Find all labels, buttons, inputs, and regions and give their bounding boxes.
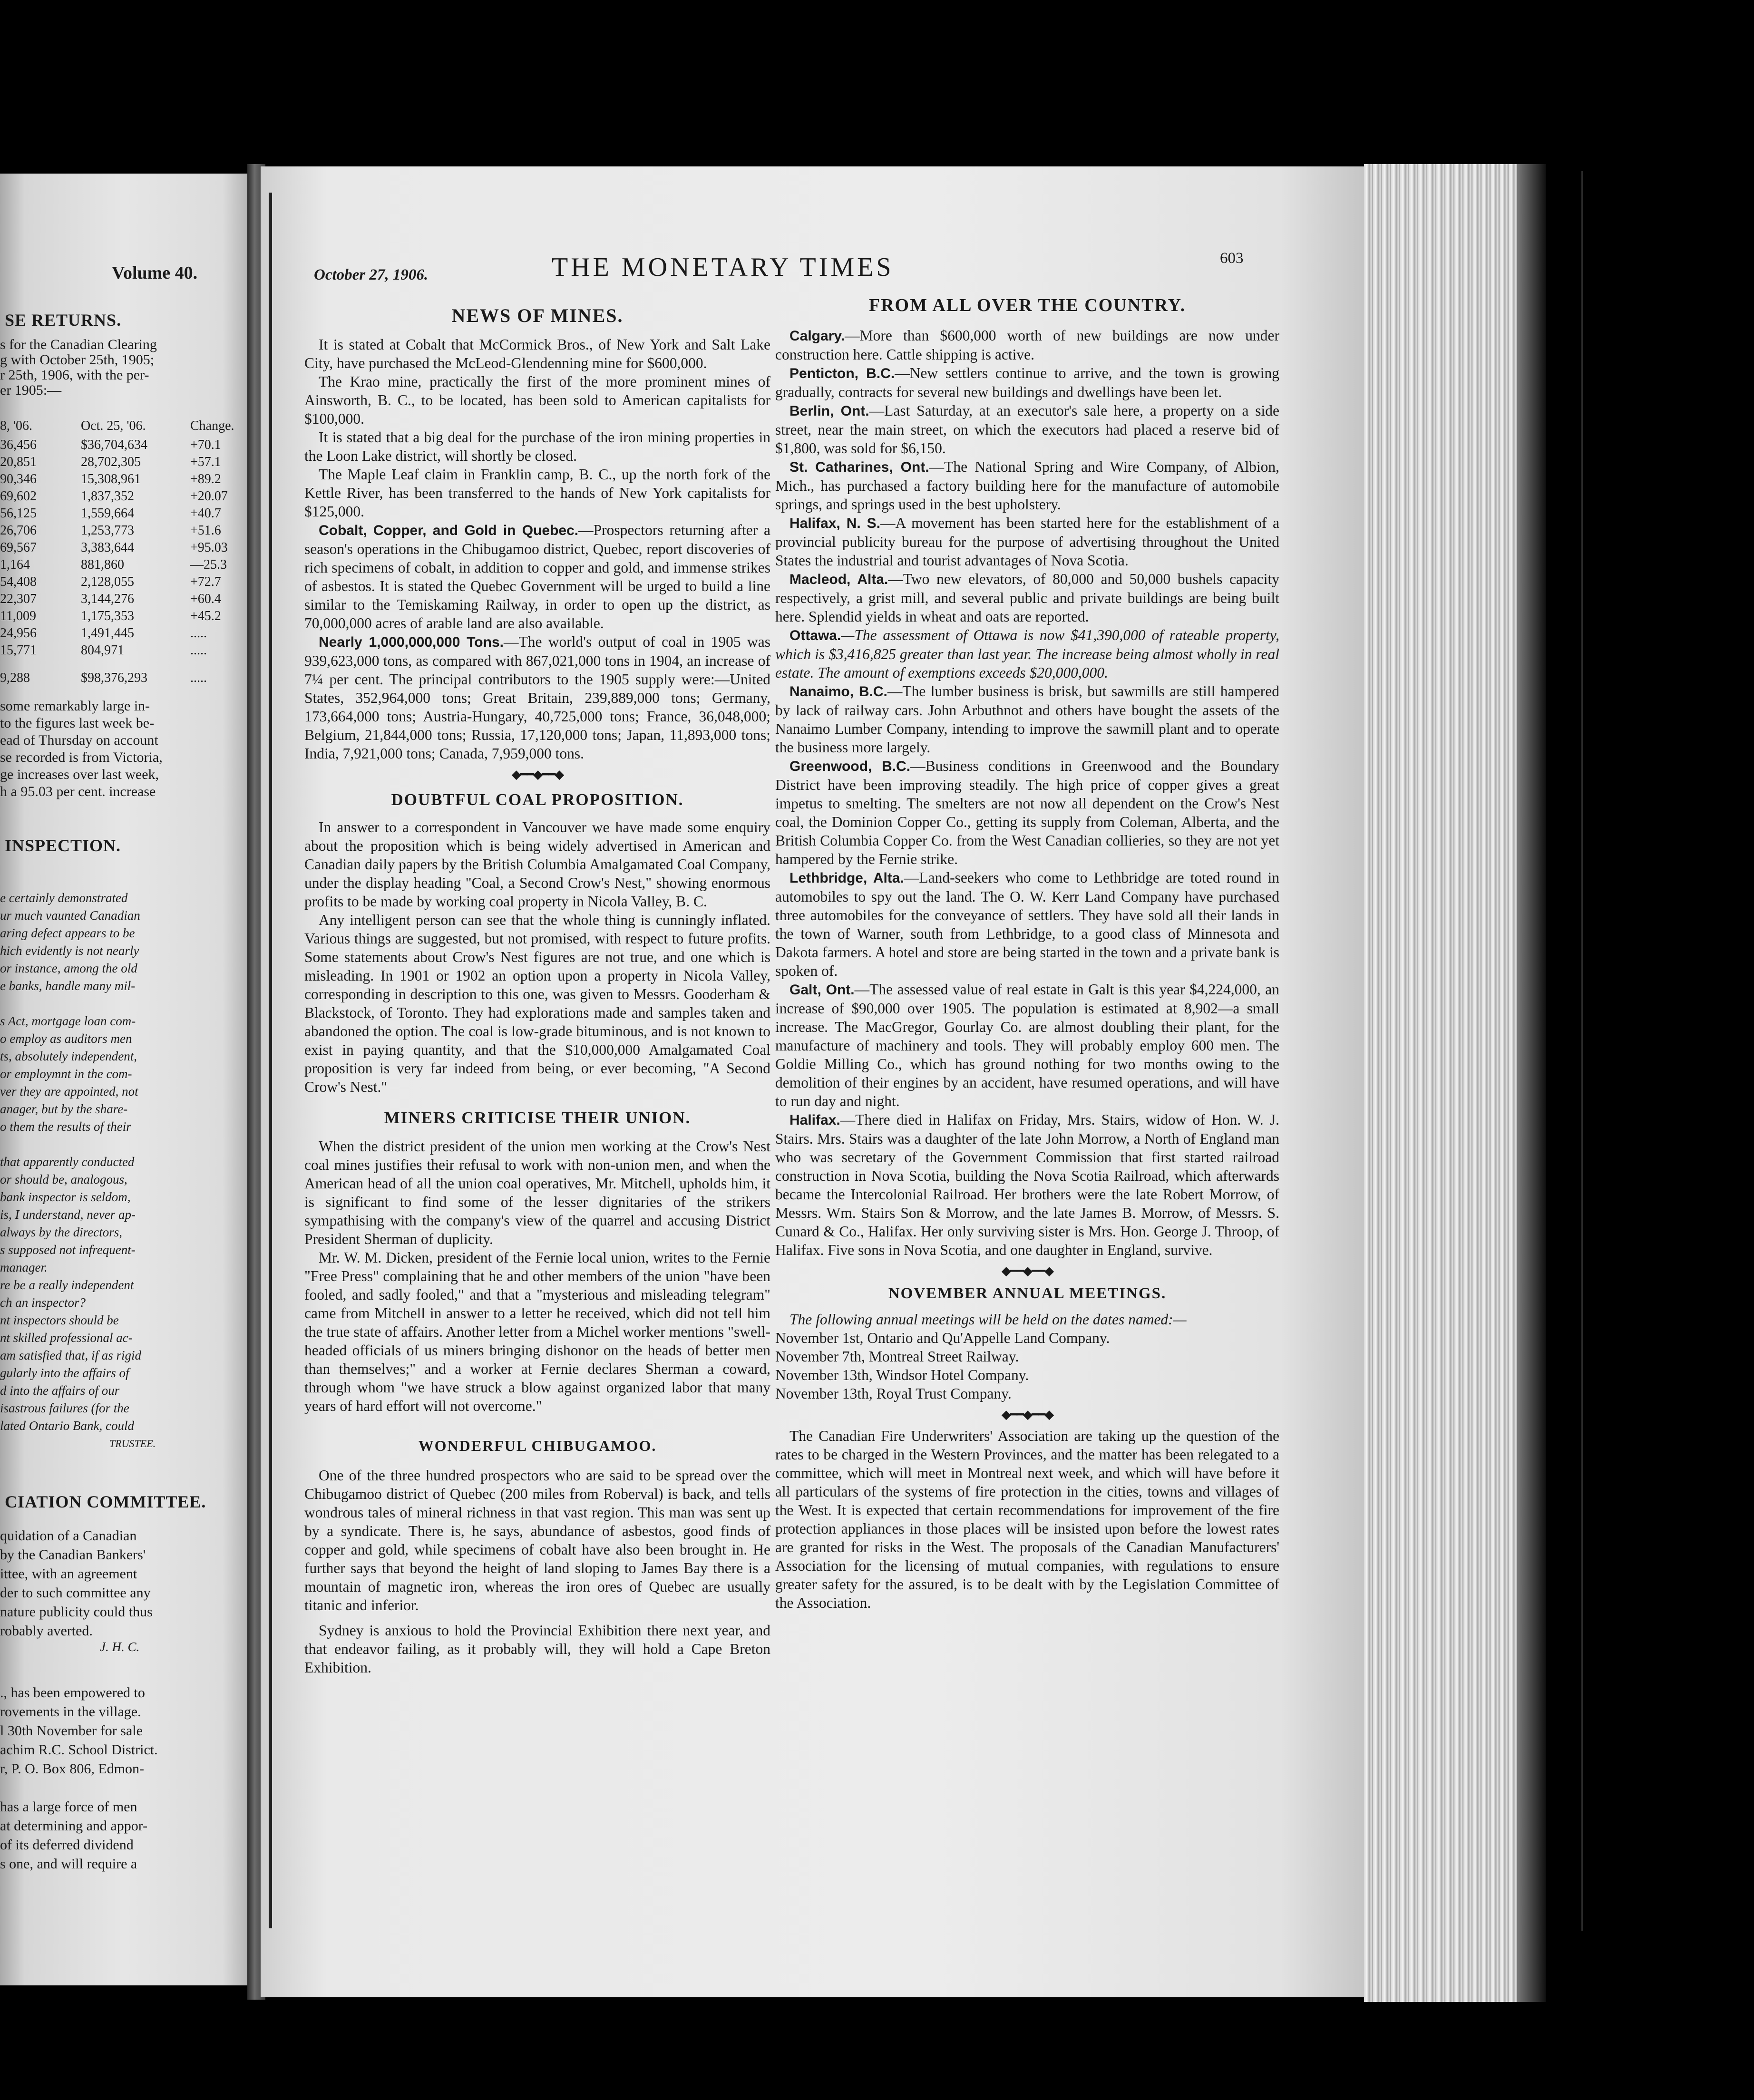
text-line: at determining and appor- [0, 1818, 148, 1834]
table-cell-change: +45.2 [190, 609, 221, 623]
heading-miners-union: MINERS CRITICISE THEIR UNION. [384, 1108, 691, 1127]
table-cell: 1,175,353 [81, 609, 134, 623]
text-line: that apparently conducted [0, 1155, 135, 1169]
news-paragraph: The Maple Leaf claim in Franklin camp, B. C., up the north fork of the Kettle River, has been transferred to the hands of New York capitalists for $125,000. [304, 466, 770, 520]
text-line: nature publicity could thus [0, 1604, 153, 1620]
news-item: Penticton, B.C.—New settlers continue to arrive, and the town is growing gradually, contracts for several new buildings and dwellings have been let. [775, 365, 1280, 400]
text-line: isastrous failures (for the [0, 1401, 129, 1415]
news-paragraph: Nearly 1,000,000,000 Tons.—The world's output of coal in 1905 was 939,623,000 tons, as compared with 867,021,000 tons in 1904, an increase of 7¼ per cent. The principal contributors to the 1905 supply were:—United States, 352,964,000 tons; Great Britain, 239,889,000 tons; Germany, 173,664,000 tons; Austria-Hungary, 40,725,000 tons; France, 36,048,000; Belgium, 21,844,000 tons; Russia, 17,120,000 tons; Japan, 11,893,000 tons; India, 7,921,000 tons; Canada, 7,959,000 tons. [304, 633, 770, 762]
meeting-item: November 13th, Windsor Hotel Company. [775, 1367, 1029, 1383]
text-line: s Act, mortgage loan com- [0, 1014, 136, 1028]
table-cell-change: +20.07 [190, 489, 228, 504]
meeting-item: November 13th, Royal Trust Company. [775, 1385, 1012, 1402]
subhead-tons: Nearly 1,000,000,000 Tons. [319, 634, 504, 650]
text-line: bank inspector is seldom, [0, 1190, 131, 1204]
news-paragraph: It is stated at Cobalt that McCormick Bros., of New York and Salt Lake City, have purchased the McLeod-Glendenning mine for $600,000. [304, 336, 770, 371]
table-cell-change: +40.7 [190, 506, 221, 521]
table-cell-change: +51.6 [190, 523, 221, 538]
table-cell-change: +95.03 [190, 540, 228, 555]
text-line: robably averted. [0, 1623, 93, 1639]
table-cell: 69,567 [0, 540, 37, 555]
table-cell-change: +70.1 [190, 438, 221, 452]
table-cell: 20,851 [0, 455, 37, 469]
text-line: g with October 25th, 1905; [0, 352, 155, 368]
text-line: e banks, handle many mil- [0, 979, 136, 993]
text-line: der to such committee any [0, 1585, 151, 1601]
article-paragraph: Any intelligent person can see that the whole thing is cunningly inflated. Various things are suggested, but not promised, with respect to future profits. Some statements about Crow's Nest figures are not true, and one which is misleading. In 1901 or 1902 an option upon a property in Nicola Valley, corresponding in description to this one, was given to Messrs. Gooderham & Blackstock, of Toronto. They had explorations made and samples taken and abandoned the option. The coal is low-grade bituminous, and is not known to exist in paying quantity, and that the $10,000,000 Amalgamated Coal proposition is very far indeed from being, or ever becoming, "A Second Crow's Nest." [304, 912, 770, 1095]
section-ornament: ◆━━◆━━◆ [1001, 1264, 1053, 1278]
table-cell: 28,702,305 [81, 455, 141, 469]
text-line: ittee, with an agreement [0, 1566, 137, 1582]
table-cell: 56,125 [0, 506, 37, 521]
news-item: Halifax.—There died in Halifax on Friday, Mrs. Stairs, widow of Hon. W. J. Stairs. Mrs. Stairs was a daughter of the late John Morrow, a North of England man who was secretary of the Government Commission that first started railroad construction in Nova Scotia, building the Nova Scotia Railroad, which afterwards became the Intercolonial Railroad. Her brothers were the late Robert Morrow, of Messrs. Wm. Stairs Son & Morrow, and the late James B. Morrow, of Messrs. S. Cunard & Co., Halifax. Her only surviving sister is Mrs. Hon. George J. Throop, of Halifax. Five sons in Nova Scotia, and one daughter in England, survive. [775, 1111, 1279, 1258]
page-border-line [269, 193, 272, 1928]
article-paragraph: When the district president of the union men working at the Crow's Nest coal mines justifies their refusal to work with non-union men, and when the American head of all the union coal operatives, Mr. Mitchell, upholds him, it is significant to find some of the lesser dignitaries of the strikers sympathising with the company's view of the quarrel and accusing District President Sherman of duplicity. [304, 1138, 770, 1247]
table-cell-change: ..... [190, 643, 207, 658]
table-cell-change: ..... [190, 671, 207, 685]
right-column [775, 295, 1279, 1612]
table-cell-change: Change. [190, 418, 234, 433]
text-line: s one, and will require a [0, 1856, 137, 1872]
text-line: nt skilled professional ac- [0, 1331, 133, 1345]
text-line: r 25th, 1906, with the per- [0, 367, 149, 383]
text-line: er 1905:— [0, 382, 62, 398]
table-cell: 9,288 [0, 671, 30, 685]
text-line: ., has been empowered to [0, 1685, 145, 1701]
news-item: Galt, Ont.—The assessed value of real estate in Galt is this year $4,224,000, an increase of $90,000 over 1905. The population is estimated at 8,902—a small increase. The MacGregor, Gourlay Co. are almost doubling their plant, for the manufacture of machinery and tools. They will probably employ 600 men. The Goldie Milling Co., which has ground nothing for two months owing to the demolition of their engines by an accident, have resumed operations, and will have to run day and night. [775, 981, 1279, 1109]
table-cell: 90,346 [0, 472, 37, 486]
publication-title: THE MONETARY TIMES [552, 253, 894, 282]
section-ornament: ◆━━◆━━◆ [511, 768, 564, 781]
text-line: achim R.C. School District. [0, 1742, 158, 1758]
news-item: Halifax, N. S.—A movement has been started here for the establishment of a provincial publicity bureau for the purpose of advertising throughout the United States the industrial and tourist advantages of Nova Scotia. [775, 515, 1280, 569]
table-cell: 69,602 [0, 489, 37, 504]
table-cell: Oct. 25, '06. [81, 418, 146, 433]
text-line: or instance, among the old [0, 961, 137, 975]
text-line: by the Canadian Bankers' [0, 1547, 146, 1563]
table-cell: $36,704,634 [81, 438, 147, 452]
heading-chibugamoo: WONDERFUL CHIBUGAMOO. [418, 1437, 657, 1454]
table-cell: 1,491,445 [81, 626, 134, 641]
text-line: manager. [0, 1260, 48, 1274]
meetings-intro: The following annual meetings will be held on the dates named:— [789, 1311, 1187, 1328]
text-line: gularly into the affairs of [0, 1366, 129, 1380]
news-paragraph: Cobalt, Copper, and Gold in Quebec.—Prospectors returning after a season's operations in the Chibugamoo district, Quebec, report discoveries of rich specimens of cobalt, in addition to copper and gold, and immense strikes of asbestos. It is stated the Quebec Government will be urged to build a line similar to the Temiskaming Railway, in order to open up the district, as 70,000,000 acres of arable land are also available. [304, 522, 770, 632]
section-heading-committee: CIATION COMMITTEE. [5, 1492, 206, 1511]
heading-news-of-mines: NEWS OF MINES. [451, 305, 624, 326]
table-cell: 3,144,276 [81, 592, 134, 606]
text-line: ts, absolutely independent, [0, 1049, 137, 1063]
news-item: Lethbridge, Alta.—Land-seekers who come to Lethbridge are toted round in automobiles to spy out the land. The O. W. Kerr Land Company have purchased three automobiles for the conveyance of settlers. They have sold all their lands in the town of Warner, south from Lethbridge, to a good class of Minnesota and Dakota farmers. A hotel and store are being started in the town and a private bank is spoken of. [775, 869, 1279, 979]
meeting-item: November 1st, Ontario and Qu'Appelle Land Company. [775, 1330, 1110, 1346]
volume-label: Volume 40. [112, 263, 198, 283]
table-cell: 3,383,644 [81, 540, 134, 555]
committee-signature: J. H. C. [100, 1640, 140, 1654]
text-line: or employmnt in the com- [0, 1067, 132, 1081]
text-line: s for the Canadian Clearing [0, 337, 157, 352]
table-cell: 1,837,352 [81, 489, 134, 504]
text-line: l 30th November for sale [0, 1723, 143, 1739]
news-item: Calgary.—More than $600,000 worth of new buildings are now under construction here. Cattle shipping is active. [775, 327, 1279, 363]
text-line: to the figures last week be- [0, 715, 155, 731]
table-cell: 1,559,664 [81, 506, 134, 521]
article-paragraph: In answer to a correspondent in Vancouver we have made some enquiry about the proposition which is being widely advertised in American and Canadian daily papers by the British Columbia Amalgamated Coal Company, under the display heading "Coal, a Second Crow's Nest," showing enormous profits to be made by working coal property in Nicola Valley, B. C. [304, 819, 770, 910]
text-line: ch an inspector? [0, 1295, 86, 1310]
text-line: of its deferred dividend [0, 1837, 134, 1853]
section-heading-returns: SE RETURNS. [5, 311, 122, 330]
table-cell-change: +89.2 [190, 472, 221, 486]
heading-doubtful-coal: DOUBTFUL COAL PROPOSITION. [391, 790, 684, 809]
table-cell-change: +60.4 [190, 592, 221, 606]
news-item: Greenwood, B.C.—Business conditions in Greenwood and the Boundary District have been improving steadily. The high price of copper gives a great impetus to smelting. The smelters are not now all dependent on the Crow's Nest coal, the Dominion Copper Co., getting its supply from Coleman, Alberta, and the British Columbia Copper Co. from the West Canadian collieries, so they are not yet hampered by the Fernie strike. [775, 758, 1279, 867]
news-paragraph: It is stated that a big deal for the purchase of the iron mining properties in the Loon Lake district, will shortly be closed. [304, 429, 770, 464]
text-line: ur much vaunted Canadian [0, 908, 140, 923]
frame-line-right [1581, 171, 1583, 1931]
article-paragraph: The Canadian Fire Underwriters' Association are taking up the question of the rates to be charged in the Western Provinces, and the matter has been relegated to a committee, which will meet in Montreal next week, and which will have before it all particulars of the systems of fire protection in the cities, towns and villages of the West. It is expected that certain recommendations for improvement of the fire protection appliances in those places will be insisted upon before the lowest rates are granted for risks in the West. The proposals of the Canadian Manufacturers' Association for the licensing of mutual companies, with regulations to ensure greater safety for the assured, is to be dealt with by the Legislation Committee of the Association. [775, 1428, 1279, 1611]
text-line: hich evidently is not nearly [0, 943, 139, 958]
heading-annual-meetings: NOVEMBER ANNUAL MEETINGS. [888, 1285, 1167, 1302]
book-page-edges [1364, 164, 1526, 2002]
table-cell-change: ..... [190, 626, 207, 641]
text-line: lated Ontario Bank, could [0, 1419, 134, 1433]
table-cell: 26,706 [0, 523, 37, 538]
page-number: 603 [1220, 250, 1244, 267]
table-cell: 1,164 [0, 557, 30, 572]
section-ornament: ◆━━◆━━◆ [1001, 1408, 1053, 1421]
text-line: e certainly demonstrated [0, 891, 128, 905]
text-line: some remarkably large in- [0, 698, 150, 714]
text-line: anager, but by the share- [0, 1102, 128, 1116]
text-line: quidation of a Canadian [0, 1528, 137, 1544]
text-line: re be a really independent [0, 1278, 134, 1292]
text-line: is, I understand, never ap- [0, 1207, 136, 1222]
meetings-list [775, 1329, 1279, 1403]
left-column [304, 304, 770, 1677]
text-line: rovements in the village. [0, 1704, 141, 1720]
table-cell: 24,956 [0, 626, 37, 641]
section-heading-inspection: INSPECTION. [5, 836, 121, 855]
book-edge-shadow [1517, 164, 1546, 2002]
news-item: Berlin, Ont.—Last Saturday, at an executor's sale here, a property on a side street, near the main street, on which the executors had placed a reserve bid of $1,800, was sold for $6,150. [775, 402, 1279, 457]
text-line: se recorded is from Victoria, [0, 749, 163, 765]
article-paragraph: One of the three hundred prospectors who are said to be spread over the Chibugamoo district of Quebec (200 miles from Roberval) is back, and tells wondrous tales of mineral richness in that vast region. This man was sent up by a syndicate. There is, he says, abundance of asbestos, good finds of copper and gold, while specimens of cobalt have also been brought in. He further says that beyond the height of land sloping to James Bay there is a mountain of magnetic iron, whereas the iron ores of Quebec are usually titanic and inferior. [304, 1467, 770, 1614]
news-item: Ottawa.—The assessment of Ottawa is now $41,390,000 of rateable property, which is $3,416,825 greater than last year. The increase being almost wholly in real estate. The amount of exemptions exceeds $20,000,000. [775, 627, 1279, 681]
table-cell: 2,128,055 [81, 574, 134, 589]
text-line: or should be, analogous, [0, 1172, 127, 1186]
article-paragraph: Mr. W. M. Dicken, president of the Fernie local union, writes to the Fernie "Free Press" complaining that he and other members of the union "have been fooled, and sadly fooled," and that a "mysterious and misleading telegram" came from Mitchell in answer to a letter he received, which did not tell him the true state of affairs. Another letter from a Michel worker mentions "swell-headed officials of us miners bringing dishonor on the heads of better men than themselves;" and a worker at Fernie declares Sherman a coward, through whom "we have struck a blow against organized labor that many years of hard effort will not overcome." [304, 1249, 770, 1414]
text-line: r, P. O. Box 806, Edmon- [0, 1761, 144, 1777]
table-cell-change: +72.7 [190, 574, 221, 589]
article-paragraph: Sydney is anxious to hold the Provincial Exhibition there next year, and that endeavor failing, as it probably will, they will hold a Cape Breton Exhibition. [304, 1622, 770, 1676]
text-line: nt inspectors should be [0, 1313, 119, 1327]
table-cell: 54,408 [0, 574, 37, 589]
letter-signature: TRUSTEE. [109, 1438, 156, 1449]
news-item: Macleod, Alta.—Two new elevators, of 80,000 and 50,000 bushels capacity respectively, a grist mill, and several public and private buildings are being built here. Splendid yields in wheat and oats are reported. [775, 571, 1279, 625]
text-line: aring defect appears to be [0, 926, 135, 940]
text-line: o them the results of their [0, 1119, 131, 1134]
table-cell: $98,376,293 [81, 671, 147, 685]
text-line: ead of Thursday on account [0, 732, 158, 748]
table-cell: 36,456 [0, 438, 37, 452]
text-line: h a 95.03 per cent. increase [0, 784, 156, 799]
news-paragraph: The Krao mine, practically the first of the more prominent mines of Ainsworth, B. C., to be located, has been sold to American capitalists for $100,000. [304, 373, 770, 427]
table-cell: 881,860 [81, 557, 124, 572]
table-cell: 22,307 [0, 592, 37, 606]
issue-date: October 27, 1906. [314, 266, 429, 283]
table-cell: 1,253,773 [81, 523, 134, 538]
table-cell: 15,308,961 [81, 472, 141, 486]
text-line: d into the affairs of our [0, 1383, 120, 1398]
text-line: s supposed not infrequent- [0, 1243, 136, 1257]
table-cell: 15,771 [0, 643, 37, 658]
table-cell-change: —25.3 [190, 557, 227, 572]
text-line: has a large force of men [0, 1799, 137, 1815]
text-line: ge increases over last week, [0, 767, 159, 782]
news-item: St. Catharines, Ont.—The National Spring and Wire Company, of Albion, Mich., has purchased a factory building here for the manufacture of automobile springs, and springs used in the best upholstery. [775, 458, 1279, 513]
text-line: ver they are appointed, not [0, 1084, 138, 1099]
table-cell: 804,971 [81, 643, 124, 658]
text-line: o employ as auditors men [0, 1031, 132, 1046]
meeting-item: November 7th, Montreal Street Railway. [775, 1348, 1019, 1365]
news-item: Nanaimo, B.C.—The lumber business is brisk, but sawmills are still hampered by lack of railway cars. John Arbuthnot and others have bought the assets of the Nanaimo Lumber Company, intending to improve the sawmill plant and to operate the business more largely. [775, 683, 1279, 756]
heading-all-over-country: FROM ALL OVER THE COUNTRY. [868, 295, 1186, 315]
subhead-cobalt: Cobalt, Copper, and Gold in Quebec. [319, 523, 579, 538]
previous-page [0, 174, 247, 1985]
table-cell: 11,009 [0, 609, 36, 623]
text-line: always by the directors, [0, 1225, 122, 1239]
text-line: am satisfied that, if as rigid [0, 1348, 142, 1362]
table-cell: 8, '06. [0, 418, 33, 433]
table-cell-change: +57.1 [190, 455, 221, 469]
